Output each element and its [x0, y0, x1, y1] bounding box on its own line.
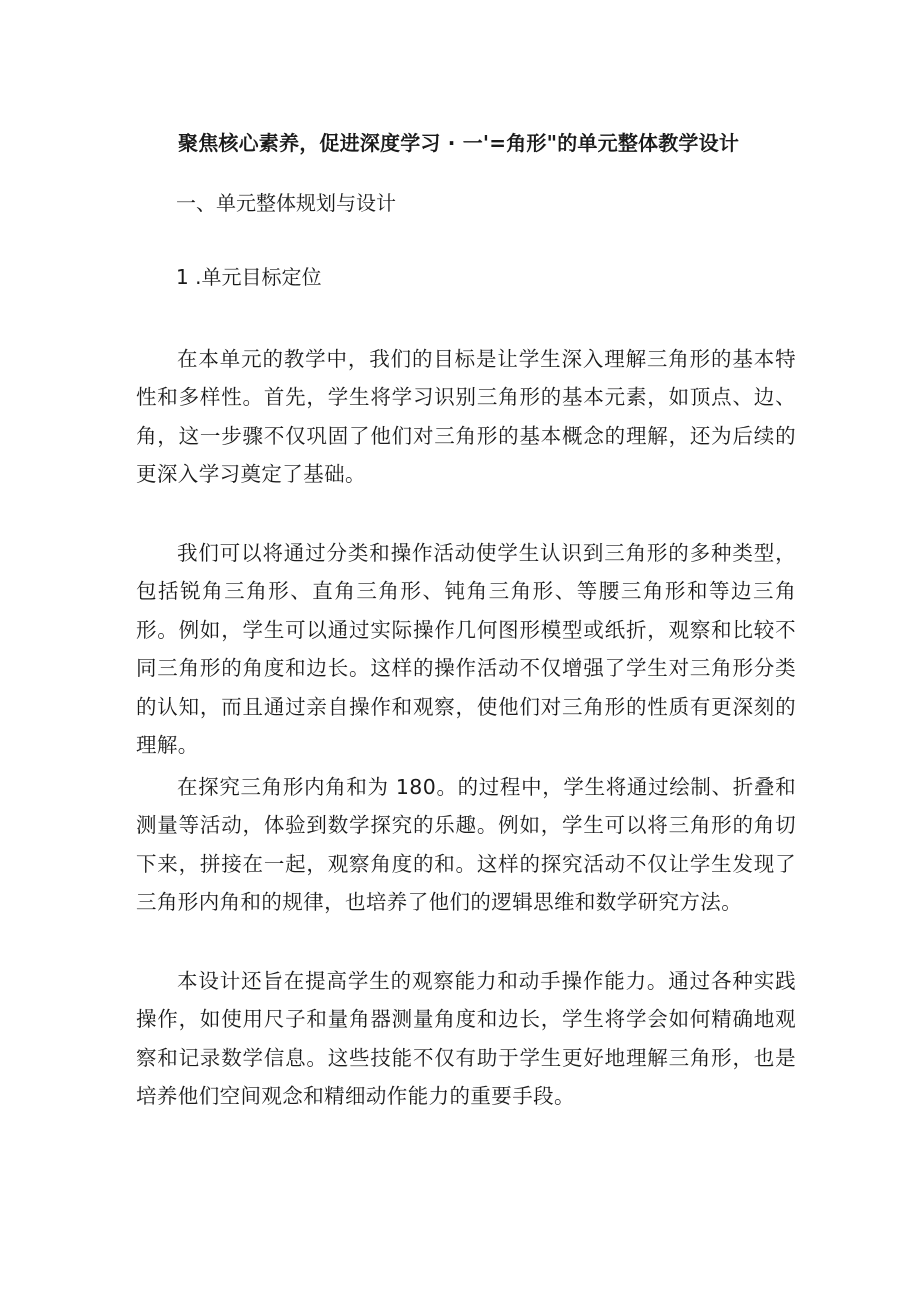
sub-heading: 1 .单元目标定位 — [176, 265, 322, 289]
body-paragraph: 在探究三角形内角和为 180。的过程中，学生将通过绘制、折叠和测量等活动，体验到数学探究的乐趣。例如，学生可以将三角形的角切下来，拼接在一起，观察角度的和。这样的探究活动不仅让学生发现了三角形内角和的规律，也培养了他们的逻辑思维和数学研究方法。 — [136, 775, 796, 915]
document-title: 聚焦核心素养，促进深度学习 · 一'=角形"的单元整体教学设计 — [178, 131, 740, 155]
paragraph-block-1 — [136, 340, 796, 494]
paragraph-block-2 — [136, 534, 796, 764]
body-paragraph: 在本单元的教学中，我们的目标是让学生深入理解三角形的基本特性和多样性。首先，学生将学习识别三角形的基本元素，如顶点、边、角，这一步骤不仅巩固了他们对三角形的基本概念的理解，还为后续的更深入学习奠定了基础。 — [136, 347, 796, 487]
body-paragraph: 本设计还旨在提高学生的观察能力和动手操作能力。通过各种实践操作，如使用尺子和量角器测量角度和边长，学生将学会如何精确地观察和记录数学信息。这些技能不仅有助于学生更好地理解三角形，也是培养他们空间观念和精细动作能力的重要手段。 — [136, 969, 796, 1109]
body-paragraph: 我们可以将通过分类和操作活动使学生认识到三角形的多种类型，包括锐角三角形、直角三角形、钝角三角形、等腰三角形和等边三角形。例如，学生可以通过实际操作几何图形模型或纸折，观察和比较不同三角形的角度和边长。这样的操作活动不仅增强了学生对三角形分类的认知，而且通过亲自操作和观察，使他们对三角形的性质有更深刻的理解。 — [136, 541, 796, 758]
section-heading: 一、单元整体规划与设计 — [176, 191, 396, 215]
paragraph-block-4 — [136, 962, 796, 1116]
paragraph-block-3 — [136, 768, 796, 922]
